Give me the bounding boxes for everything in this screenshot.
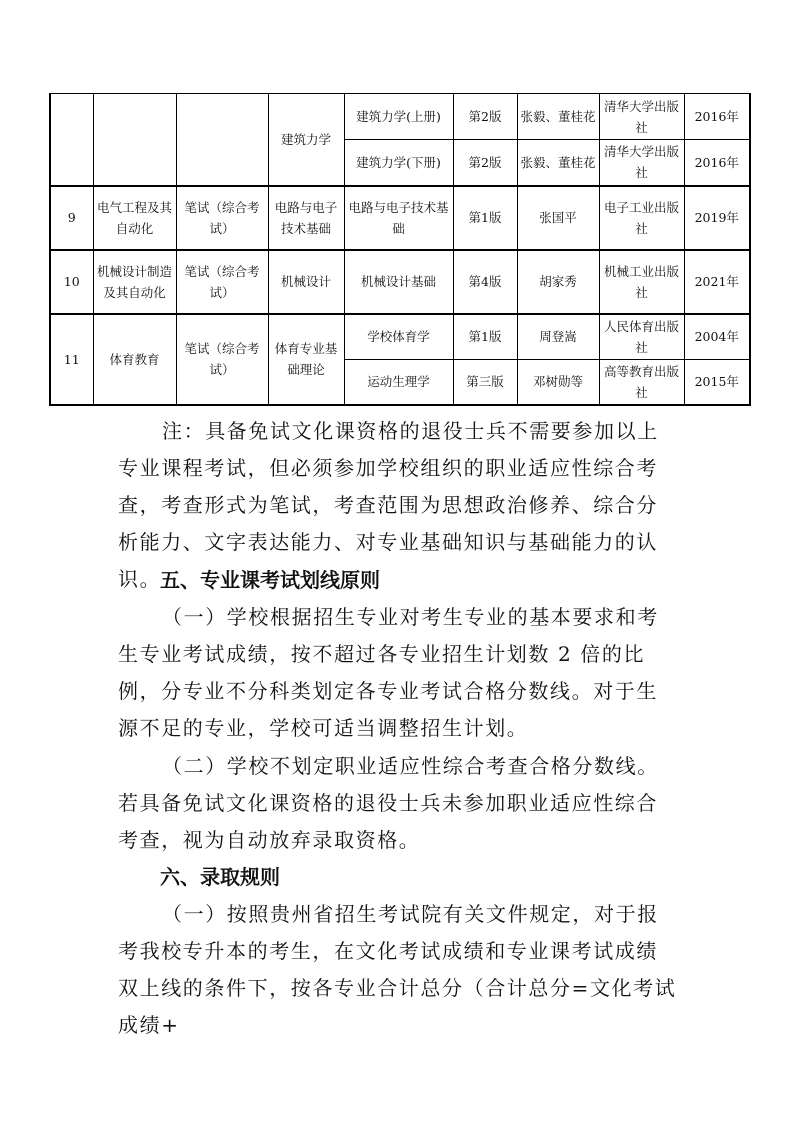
cell-method: 笔试（综合考试） <box>176 314 268 405</box>
table-row <box>50 186 750 250</box>
table-row <box>50 250 750 314</box>
cell-edition: 第2版 <box>453 94 517 140</box>
cell-no: 10 <box>50 250 93 314</box>
cell-subject: 体育专业基础理论 <box>268 314 344 405</box>
cell-author: 邓树勋等 <box>517 359 599 405</box>
cell-edition: 第1版 <box>453 314 517 360</box>
cell-publisher: 机械工业出版社 <box>599 250 684 314</box>
cell-no: 11 <box>50 314 93 405</box>
cell-publisher: 电子工业出版社 <box>599 186 684 250</box>
cell-subject: 电路与电子技术基础 <box>268 186 344 250</box>
section6-paragraph-1: （一）按照贵州省招生考试院有关文件规定，对于报考我校专升本的考生，在文化考试成绩和专业课考试成绩双上线的条件下，按各专业合计总分（合计总分=文化考试成绩+ <box>118 902 677 1037</box>
cell-book: 学校体育学 <box>344 314 453 360</box>
cell-major: 机械设计制造及其自动化 <box>93 250 176 314</box>
cell-method: 笔试（综合考试） <box>176 186 268 250</box>
table-row <box>50 314 750 360</box>
cell-publisher: 清华大学出版社 <box>599 94 684 140</box>
cell-publisher: 人民体育出版社 <box>599 314 684 360</box>
cell-year: 2021年 <box>684 250 750 314</box>
cell-subject: 建筑力学 <box>268 94 344 186</box>
cell-subject: 机械设计 <box>268 250 344 314</box>
cell-publisher: 清华大学出版社 <box>599 140 684 186</box>
cell-author: 周登嵩 <box>517 314 599 360</box>
cell-book: 电路与电子技术基础 <box>344 186 453 250</box>
cell-edition: 第三版 <box>453 359 517 405</box>
section6-heading: 六、录取规则 <box>160 865 280 889</box>
cell-year: 2016年 <box>684 94 750 140</box>
cell-method <box>176 94 268 186</box>
cell-major <box>93 94 176 186</box>
cell-author: 张毅、董桂花 <box>517 94 599 140</box>
cell-major: 体育教育 <box>93 314 176 405</box>
textbook-table <box>49 93 751 406</box>
section5-paragraph-1: （一）学校根据招生专业对考生专业的基本要求和考生专业考试成绩，按不超过各专业招生计划数 2 倍的比例，分专业不分科类划定各专业考试合格分数线。对于生源不足的专业，学校可适当调整招生计划。 <box>118 605 659 740</box>
cell-book: 建筑力学(下册) <box>344 140 453 186</box>
cell-book: 建筑力学(上册) <box>344 94 453 140</box>
cell-year: 2015年 <box>684 359 750 405</box>
cell-no: 9 <box>50 186 93 250</box>
cell-no <box>50 94 93 186</box>
cell-edition: 第1版 <box>453 186 517 250</box>
note-paragraph: 注：具备免试文化课资格的退役士兵不需要参加以上专业课程考试，但必须参加学校组织的职业适应性综合考查，考查形式为笔试，考查范围为思想政治修养、综合分析能力、文字表达能力、对专业基础知识与基础能力的认识。 <box>118 419 659 591</box>
cell-year: 2019年 <box>684 186 750 250</box>
cell-edition: 第2版 <box>453 140 517 186</box>
cell-year: 2016年 <box>684 140 750 186</box>
cell-book: 运动生理学 <box>344 359 453 405</box>
cell-year: 2004年 <box>684 314 750 360</box>
cell-major: 电气工程及其自动化 <box>93 186 176 250</box>
cell-author: 胡家秀 <box>517 250 599 314</box>
section5-heading: 五、专业课考试划线原则 <box>160 568 380 592</box>
cell-method: 笔试（综合考试） <box>176 250 268 314</box>
section5-paragraph-2: （二）学校不划定职业适应性综合考查合格分数线。若具备免试文化课资格的退役士兵未参加职业适应性综合考查，视为自动放弃录取资格。 <box>118 754 659 852</box>
cell-publisher: 高等教育出版社 <box>599 359 684 405</box>
cell-book: 机械设计基础 <box>344 250 453 314</box>
cell-author: 张国平 <box>517 186 599 250</box>
table-row <box>50 94 750 140</box>
cell-edition: 第4版 <box>453 250 517 314</box>
cell-author: 张毅、董桂花 <box>517 140 599 186</box>
